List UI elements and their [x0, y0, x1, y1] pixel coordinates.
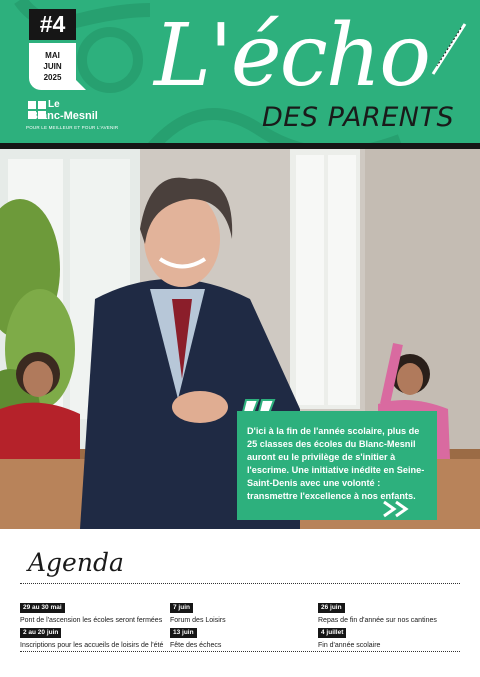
logo-name-line1: Le: [48, 99, 60, 110]
agenda-item: [20, 596, 162, 622]
logo-tagline: POUR LE MEILLEUR ET POUR L'AVENIR: [26, 125, 119, 130]
city-logo: [24, 97, 134, 137]
logo-name-line2: Blanc-Mesnil: [30, 110, 98, 122]
agenda-divider-top: [20, 583, 460, 584]
agenda-date-badge: 2 au 20 juin: [20, 628, 61, 638]
agenda-item-text: Fête des échecs: [170, 642, 222, 649]
agenda-heading: Agenda: [28, 548, 124, 577]
date-month-1: MAI: [45, 51, 60, 60]
agenda-item: [20, 621, 163, 647]
agenda-date-badge: 13 juin: [170, 628, 197, 638]
agenda-divider-bottom: [20, 651, 460, 652]
date-year: 2025: [43, 73, 62, 82]
agenda-date-badge: 26 juin: [318, 603, 345, 613]
agenda-item-text: Inscriptions pour les accueils de loisirs de l'été: [20, 642, 164, 649]
agenda-item: [318, 596, 437, 622]
agenda-item: [170, 596, 226, 622]
agenda-item-text: Pont de l'ascension les écoles seront fermées: [20, 617, 163, 624]
agenda-item-text: Fin d'année scolaire: [318, 642, 381, 649]
agenda-item: [318, 621, 380, 647]
agenda-item: [170, 621, 221, 647]
magazine-title: L'écho: [154, 6, 429, 106]
magazine-subtitle: DES PARENTS: [262, 102, 455, 133]
agenda-date-badge: 4 juillet: [318, 628, 346, 638]
masthead: [0, 0, 480, 148]
date-month-2: JUIN: [43, 62, 62, 71]
agenda-date-badge: 29 au 30 mai: [20, 603, 65, 613]
fencing-sword-icon: [425, 22, 470, 77]
agenda-date-badge: 7 juin: [170, 603, 193, 613]
issue-date: [29, 43, 76, 90]
agenda-item-text: Forum des Loisirs: [170, 617, 226, 624]
double-chevron-icon: [382, 500, 412, 518]
issue-number: #4: [29, 9, 76, 40]
callout-text: D'ici à la fin de l'année scolaire, plus de 25 classes des écoles du Blanc-Mesnil auront eu le privilège de s'initier à l'escrime. Une initiative inédite en Seine-Saint-Denis avec une volonté : transmettre l'excellence à nos enfants.: [247, 426, 425, 501]
agenda-item-text: Repas de fin d'année sur nos cantines: [318, 617, 437, 624]
